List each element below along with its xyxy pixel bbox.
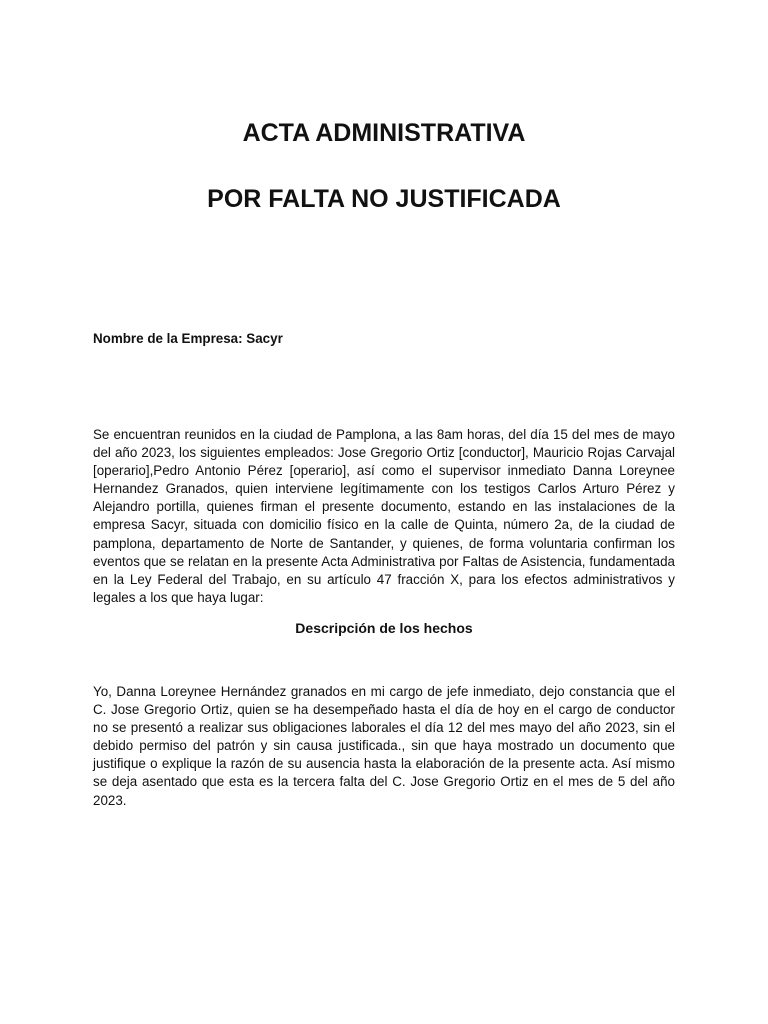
section-heading-facts: Descripción de los hechos <box>295 620 473 636</box>
meeting-paragraph: Se encuentran reunidos en la ciudad de Pamplona, a las 8am horas, del día 15 del mes de mayo del año 2023, los siguientes empleados: Jose Gregorio Ortiz [conductor], Mauricio Rojas Carvajal [operario],Pedro Antonio Pérez [operario], así como el supervisor inmediato Danna Loreynee Hernandez Granados, quien interviene legítimamente con los testigos Carlos Arturo Pérez y Alejandro portilla, quienes firman el presente documento, estando en las instalaciones de la empresa Sacyr, situada con domicilio físico en la calle de Quinta, número 2a, de la ciudad de pamplona, departamento de Norte de Santander, y quienes, de forma voluntaria confirman los eventos que se relatan en la presente Acta Administrativa por Faltas de Asistencia, fundamentada en la Ley Federal del Trabajo, en su artículo 47 fracción X, para los efectos administrativos y legales a los que haya lugar: <box>93 427 675 605</box>
document-subtitle: POR FALTA NO JUSTIFICADA <box>207 185 561 213</box>
company-name-line: Nombre de la Empresa: Sacyr <box>93 331 283 346</box>
document-title: ACTA ADMINISTRATIVA <box>242 119 526 147</box>
facts-paragraph: Yo, Danna Loreynee Hernández granados en mi cargo de jefe inmediato, dejo constancia que el C. Jose Gregorio Ortiz, quien se ha desempeñado hasta el día de hoy en el cargo de conductor no se presentó a realizar sus obligaciones laborales el día 12 del mes mayo del año 2023, sin el debido permiso del patrón y sin causa justificada., sin que haya mostrado un documento que justifique o explique la razón de su ausencia hasta la elaboración de la presente acta. Así mismo se deja asentado que esta es la tercera falta del C. Jose Gregorio Ortiz en el mes de 5 del año 2023. <box>93 684 675 808</box>
